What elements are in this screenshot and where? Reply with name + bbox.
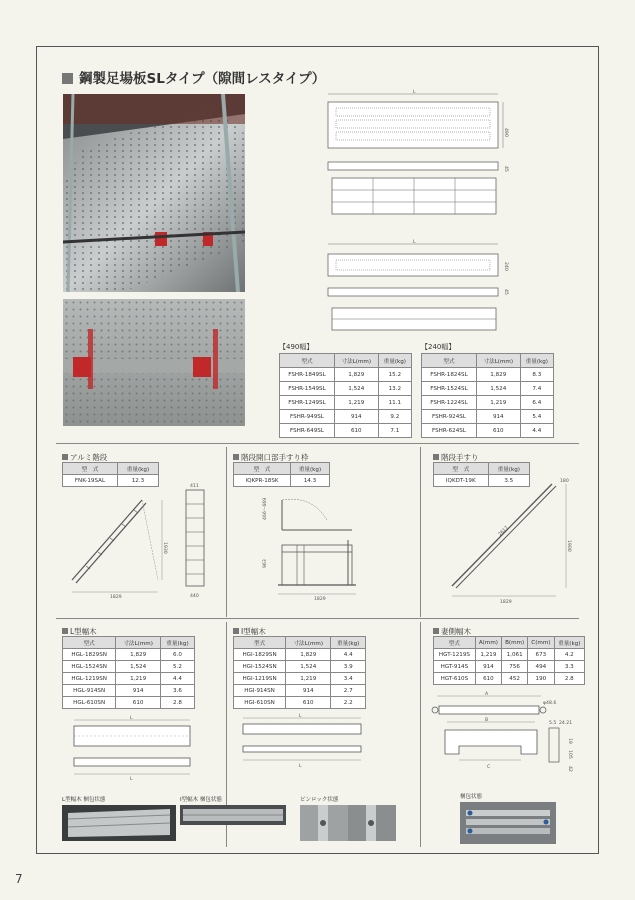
bullet-square-icon <box>233 628 239 634</box>
end-dim-b: B <box>485 718 489 723</box>
table-row <box>63 673 195 685</box>
cell: HGT-610S <box>434 673 476 685</box>
cell: FSHR-1224SL <box>422 396 477 410</box>
cell: 1,829 <box>116 649 161 661</box>
cell: 494 <box>528 661 554 673</box>
divider-top <box>56 443 579 444</box>
alumi-dim-width: 440 <box>190 594 199 599</box>
cell: 1,219 <box>286 673 331 685</box>
table-row <box>234 685 366 697</box>
col-header: 型 式 <box>63 463 118 475</box>
table-header-row <box>63 637 195 649</box>
table-row <box>422 424 554 438</box>
stair-handrail-dim-base: 1829 <box>500 600 512 605</box>
cell: 12.3 <box>117 475 158 487</box>
table-header-row <box>434 463 530 475</box>
l-toeboard-dim-l: L <box>130 716 133 721</box>
table-header-row <box>280 354 412 368</box>
dim-240: 240 <box>503 262 508 271</box>
table-row <box>280 410 412 424</box>
i-toeboard-dim-l: L <box>299 714 302 719</box>
col-header: 型 式 <box>434 463 489 475</box>
cell: 1,219 <box>334 396 378 410</box>
alumi-dim-height: 1930 <box>162 542 167 554</box>
cell: 1,524 <box>476 382 520 396</box>
end-dim-d2: 24.21 <box>559 721 573 726</box>
i-toeboard-photo-image <box>180 805 286 825</box>
end-toeboard-title: 妻側幅木 <box>433 626 471 637</box>
handrail-dim-a: 466～669 <box>263 497 268 520</box>
cell: 15.2 <box>378 368 411 382</box>
cell: 5.2 <box>160 661 194 673</box>
col-header: 型式 <box>434 637 476 649</box>
table-row <box>234 697 366 709</box>
cell: 190 <box>528 673 554 685</box>
plank-photo-top-image <box>63 94 245 292</box>
page-title: 鋼製足場板SLタイプ（隙間レスタイプ） <box>62 67 325 87</box>
end-dim-a: A <box>485 692 489 697</box>
stair-handrail-dim-height: 1900 <box>566 540 571 552</box>
cell: 1,829 <box>476 368 520 382</box>
cell: HGL-1524SN <box>63 661 116 673</box>
table-row <box>422 410 554 424</box>
cell: 2.2 <box>331 697 366 709</box>
cell: FSHR-1249SL <box>280 396 335 410</box>
cell: IQKPR-18SK <box>234 475 291 487</box>
dim-45-b: 45 <box>503 289 508 295</box>
panel-490-table <box>279 353 412 438</box>
cell: 1,524 <box>334 382 378 396</box>
cell: 610 <box>116 697 161 709</box>
l-toeboard-dim-l2: L <box>130 777 133 782</box>
table-header-row <box>234 463 330 475</box>
l-toeboard-title: L型幅木 <box>62 626 97 637</box>
end-dim-d4: 105 <box>567 750 572 759</box>
table-row <box>280 382 412 396</box>
cell: HGL-1829SN <box>63 649 116 661</box>
end-toeboard-drawing <box>425 690 575 790</box>
col-header: 寸法L(mm) <box>334 354 378 368</box>
col-header: 重量(kg) <box>520 354 553 368</box>
col-header: 重量(kg) <box>554 637 584 649</box>
opening-handrail-drawing <box>252 490 392 605</box>
cell: 914 <box>286 685 331 697</box>
cell: 3.6 <box>160 685 194 697</box>
cell: 8.3 <box>520 368 553 382</box>
handrail-dim-b: 963 <box>263 559 268 568</box>
bullet-square-icon <box>62 454 68 460</box>
cell: HGT-914S <box>434 661 476 673</box>
cell: 4.4 <box>520 424 553 438</box>
table-row <box>234 649 366 661</box>
cell: 610 <box>286 697 331 709</box>
dim-l-490: L <box>413 90 416 95</box>
table-row <box>280 368 412 382</box>
cell: 4.4 <box>331 649 366 661</box>
cell: 914 <box>116 685 161 697</box>
table-header-row <box>234 637 366 649</box>
cell: 1,524 <box>116 661 161 673</box>
i-toeboard-drawing <box>233 712 373 772</box>
table-row <box>63 649 195 661</box>
stair-handrail-drawing <box>440 476 575 606</box>
cell: 1,219 <box>116 673 161 685</box>
panel-490-heading: 【490幅】 <box>279 343 314 351</box>
cell: 914 <box>476 410 520 424</box>
end-toeboard-table <box>433 636 585 685</box>
cell: 673 <box>528 649 554 661</box>
col-header: 重量(kg) <box>117 463 158 475</box>
col-header: 寸法L(mm) <box>116 637 161 649</box>
end-dim-d5: 42 <box>567 766 572 772</box>
cell: 610 <box>475 673 501 685</box>
col-header: 重量(kg) <box>290 463 329 475</box>
col-header: A(mm) <box>475 637 501 649</box>
opening-handrail-title: 階段開口部手すり枠 <box>233 452 309 463</box>
col-header: 型式 <box>234 637 286 649</box>
bullet-square-icon <box>62 628 68 634</box>
bullet-square-icon <box>62 73 73 84</box>
alumi-dim-base: 1829 <box>110 595 122 600</box>
end-dim-d1: 5.5 <box>549 721 557 726</box>
cell: 5.4 <box>520 410 553 424</box>
alumi-dim-top: 411 <box>190 484 199 489</box>
stair-handrail-dim-diag: 2617 <box>497 525 510 538</box>
cell: 610 <box>334 424 378 438</box>
plank-photo-bottom-image <box>63 299 245 426</box>
col-header: 型式 <box>280 354 335 368</box>
end-toeboard-caption: 梱包状態 <box>460 794 483 800</box>
table-row <box>434 649 585 661</box>
table-header-row <box>434 637 585 649</box>
cell: 914 <box>334 410 378 424</box>
l-toeboard-drawing <box>62 714 202 784</box>
cell: 4.2 <box>554 649 584 661</box>
table-row <box>422 396 554 410</box>
cell: 6.4 <box>520 396 553 410</box>
cell: 4.4 <box>160 673 194 685</box>
panel-240-table <box>421 353 554 438</box>
cell: FSHR-1549SL <box>280 382 335 396</box>
divider-mid-2 <box>420 447 421 617</box>
col-header: C(mm) <box>528 637 554 649</box>
plank-photo-bottom <box>63 299 245 426</box>
divider-bot-2 <box>420 622 421 847</box>
l-toeboard-table <box>62 636 195 709</box>
cell: 756 <box>502 661 528 673</box>
end-toeboard-photo-image <box>460 802 556 844</box>
cell: 914 <box>475 661 501 673</box>
table-row <box>434 673 585 685</box>
stair-handrail-title: 階段手すり <box>433 452 479 463</box>
cell: 2.8 <box>554 673 584 685</box>
cell: 1,829 <box>286 649 331 661</box>
cell: 13.2 <box>378 382 411 396</box>
opening-handrail-table <box>233 462 330 487</box>
table-row <box>234 661 366 673</box>
l-toeboard-caption: L型幅木 梱包状態 <box>62 797 106 803</box>
cell: 1,829 <box>334 368 378 382</box>
table-row <box>422 382 554 396</box>
end-dim-d3: 19 <box>567 738 572 744</box>
cell: 3.4 <box>331 673 366 685</box>
i-toeboard-caption: I型幅木 梱包状態 <box>180 797 222 803</box>
divider-mid-1 <box>226 447 227 617</box>
cell: HGI-1829SN <box>234 649 286 661</box>
cell: HGI-610SN <box>234 697 286 709</box>
table-row <box>234 475 330 487</box>
col-header: 型式 <box>422 354 477 368</box>
table-row <box>422 368 554 382</box>
cell: FSHR-949SL <box>280 410 335 424</box>
cell: FNK-19SAL <box>63 475 118 487</box>
pinlock-caption: ピンロック状態 <box>300 797 339 803</box>
cell: 1,219 <box>476 396 520 410</box>
cell: 1,061 <box>502 649 528 661</box>
l-toeboard-photo-image <box>62 805 176 841</box>
table-row <box>63 685 195 697</box>
cell: FSHR-924SL <box>422 410 477 424</box>
cell: FSHR-649SL <box>280 424 335 438</box>
cell: 1,219 <box>475 649 501 661</box>
cell: 7.4 <box>520 382 553 396</box>
cell: 6.0 <box>160 649 194 661</box>
l-toeboard-photo <box>62 805 176 841</box>
cell: 14.3 <box>290 475 329 487</box>
i-toeboard-title: I型幅木 <box>233 626 266 637</box>
table-row <box>63 661 195 673</box>
cell: 3.3 <box>554 661 584 673</box>
cell: 1,524 <box>286 661 331 673</box>
cell: 7.1 <box>378 424 411 438</box>
col-header: 寸法L(mm) <box>476 354 520 368</box>
end-dim-c: C <box>487 765 491 770</box>
cell: FSHR-1824SL <box>422 368 477 382</box>
table-row <box>234 673 366 685</box>
col-header: 型式 <box>63 637 116 649</box>
table-header-row <box>63 463 159 475</box>
cell: FSHR-624SL <box>422 424 477 438</box>
cell: HGI-1219SN <box>234 673 286 685</box>
i-toeboard-dim-l2: L <box>299 764 302 769</box>
col-header: 重量(kg) <box>378 354 411 368</box>
i-toeboard-photo <box>180 805 286 825</box>
cell: HGL-914SN <box>63 685 116 697</box>
dim-l-240: L <box>413 240 416 245</box>
bullet-square-icon <box>433 454 439 460</box>
alumi-stairs-drawing <box>62 480 222 605</box>
cell: HGT-1219S <box>434 649 476 661</box>
handrail-dim-base: 1829 <box>314 597 326 602</box>
col-header: 重量(kg) <box>331 637 366 649</box>
cell: FSHR-1849SL <box>280 368 335 382</box>
page-number: 7 <box>15 872 23 886</box>
col-header: 型 式 <box>234 463 291 475</box>
table-row <box>280 396 412 410</box>
plank-240-drawing <box>322 238 512 338</box>
plank-490-drawing <box>322 88 512 218</box>
bullet-square-icon <box>433 628 439 634</box>
table-header-row <box>422 354 554 368</box>
cell: HGI-1524SN <box>234 661 286 673</box>
cell: 610 <box>476 424 520 438</box>
panel-240-heading: 【240幅】 <box>421 343 456 351</box>
end-toeboard-photo <box>460 802 556 844</box>
cell: HGL-610SN <box>63 697 116 709</box>
dim-490: 490 <box>503 128 508 137</box>
cell: IQKDT-19K <box>434 475 489 487</box>
cell: 2.7 <box>331 685 366 697</box>
table-row <box>280 424 412 438</box>
cell: 11.1 <box>378 396 411 410</box>
table-row <box>63 697 195 709</box>
table-row <box>434 661 585 673</box>
divider-bottom <box>56 618 579 619</box>
dim-45: 45 <box>503 166 508 172</box>
end-dim-phi: φ48.6 <box>543 701 557 706</box>
i-toeboard-table <box>233 636 366 709</box>
cell: 9.2 <box>378 410 411 424</box>
alumi-stairs-title: アルミ階段 <box>62 452 107 463</box>
bullet-square-icon <box>233 454 239 460</box>
col-header: 重量(kg) <box>488 463 529 475</box>
col-header: 重量(kg) <box>160 637 194 649</box>
cell: 452 <box>502 673 528 685</box>
cell: 3.5 <box>488 475 529 487</box>
plank-photo-top <box>63 94 245 292</box>
pinlock-photo <box>300 805 396 841</box>
cell: HGI-914SN <box>234 685 286 697</box>
pinlock-photo-image <box>300 805 396 841</box>
col-header: 寸法L(mm) <box>286 637 331 649</box>
cell: 2.8 <box>160 697 194 709</box>
cell: HGL-1219SN <box>63 673 116 685</box>
cell: 3.9 <box>331 661 366 673</box>
col-header: B(mm) <box>502 637 528 649</box>
stair-handrail-dim-top: 180 <box>560 479 569 484</box>
cell: FSHR-1524SL <box>422 382 477 396</box>
